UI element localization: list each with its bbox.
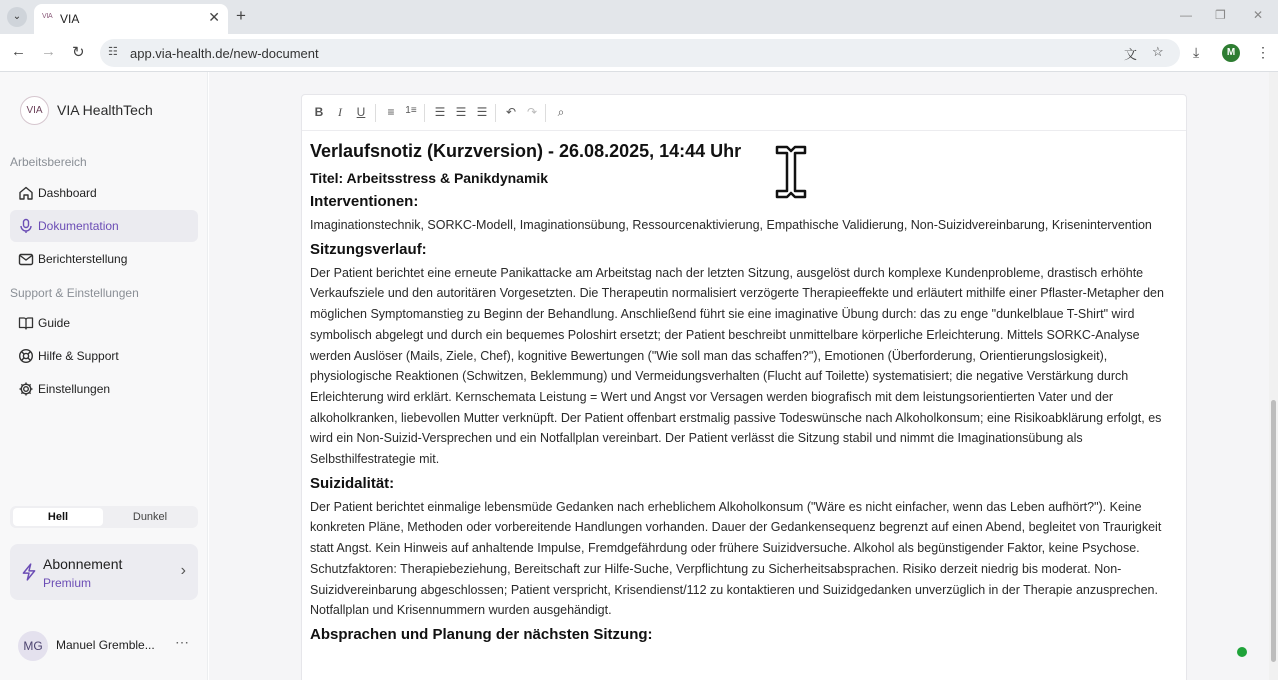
book-icon [18, 315, 34, 331]
microphone-icon [18, 218, 34, 234]
lifebuoy-icon [18, 348, 34, 364]
tab-close-icon[interactable]: ✕ [208, 9, 220, 25]
numbered-list-icon[interactable]: 1≡ [405, 105, 417, 116]
site-info-icon[interactable]: ☷ [108, 46, 118, 58]
maximize-icon[interactable]: ❐ [1215, 8, 1226, 22]
align-right-icon[interactable]: ☰ [476, 105, 488, 119]
toolbar-divider [375, 104, 376, 122]
document-editor [301, 94, 1187, 680]
toolbar-divider [424, 104, 425, 122]
sidebar-item-label: Dashboard [38, 186, 97, 200]
document-heading: Verlaufsnotiz (Kurzversion) - 26.08.2025, 14:44 Uhr [310, 141, 742, 161]
sidebar-item-einstellungen[interactable] [10, 373, 198, 405]
translate-icon[interactable]: 文 [1124, 47, 1138, 62]
theme-toggle [10, 506, 198, 528]
sidebar-item-label: Einstellungen [38, 382, 111, 396]
via-logo-icon: VIA [20, 96, 49, 125]
sidebar-item-berichterstellung[interactable] [10, 243, 198, 275]
mail-icon [18, 251, 34, 267]
undo-icon[interactable]: ↶ [505, 105, 517, 119]
browser-tab[interactable] [34, 4, 228, 34]
minimize-icon[interactable]: — [1180, 8, 1192, 22]
section-label-workspace: Arbeitsbereich [10, 155, 87, 169]
theme-dark-option[interactable]: Dunkel [132, 511, 168, 523]
align-center-icon[interactable]: ☰ [455, 105, 467, 119]
more-options-icon[interactable]: ⋯ [175, 634, 190, 650]
redo-icon[interactable]: ↷ [526, 105, 538, 119]
browser-menu-icon[interactable]: ⋮ [1256, 44, 1270, 60]
theme-light-option[interactable]: Hell [13, 508, 103, 526]
address-bar[interactable] [100, 39, 1180, 67]
session-heading: Sitzungsverlauf: [310, 240, 427, 258]
subscription-plan: Premium [43, 576, 92, 590]
interventions-text: Imaginationstechnik, SORKC-Modell, Imaginationsübung, Ressourcenaktivierung, Empathische Validierung, Non-Suizidvereinbarung, Krisenintervention [310, 218, 1152, 232]
browser-toolbar [0, 34, 1278, 72]
gear-icon [18, 381, 34, 397]
browser-tab-bar [0, 0, 1278, 34]
profile-avatar[interactable]: M [1222, 44, 1240, 62]
sidebar-item-dashboard[interactable] [10, 177, 198, 209]
text-cursor-icon [774, 144, 808, 200]
search-icon[interactable]: ⌕ [557, 105, 565, 119]
document-title: Titel: Arbeitsstress & Panikdynamik [310, 170, 549, 186]
chevron-right-icon: › [180, 562, 186, 579]
sidebar-item-hilfe-support[interactable] [10, 340, 198, 372]
italic-icon[interactable]: I [338, 105, 342, 119]
suicidality-text: Der Patient berichtet einmalige lebensmüde Gedanken nach erheblichem Alkoholkonsum ("Wäre es nicht einfacher, wenn das Leben aufhört?"). Keine konkreten Pläne, Methoden oder vorbereitende Handlungen vorhanden. Dauer der Gedankensequenz begrenzt auf einen Abend, begleitet von Traurigkeit statt Angst. Kein Hinweis auf anhaltende Impulse, Fremdgefährdung oder frühere Suizidversuche. Alkohol als begünstigender Faktor, keine Psychose. Schutzfaktoren: Therapiebeziehung, Bereitschaft zur Hilfe-Suche, Verpflichtung zu Sicherheitsabsprachen. Risiko derzeit niedrig bis moderat. Non-Suizidvereinbarung abgeschlossen; Patient verspricht, Krisendienst/112 zu kontaktieren und Suizidgedanken unverzüglich in der Therapie anzusprechen. Notfallplan und Krisennummern wurden ausgehändigt. [310, 499, 1162, 618]
page-scrollbar[interactable] [1269, 72, 1278, 680]
document-body[interactable] [310, 141, 1180, 648]
sidebar-item-label: Dokumentation [38, 219, 119, 233]
new-tab-button[interactable]: + [236, 6, 246, 25]
session-text: Der Patient berichtet eine erneute Panikattacke am Arbeitstag nach der letzten Sitzung, ausgelöst durch komplexe Kundenprobleme, drastisch erhöhte Verkaufsziele und den autoritären Vorgesetzten. Die Therapeutin normalisiert verzögerte Therapieeffekte und erläutert mithilfe einer Pflaster-Metapher den möglichen Symptomanstieg zu Beginn der Behandlung. Anschließend führt sie eine imaginative Übung durch: das zu enge "dunkelblaue T-Shirt" wird symbolisch abgelegt und durch ein bequemes Poloshirt ersetzt; der Patient beschreibt unmittelbare körperliche Erleichterung. Mittels SORKC-Analyse werden Auslöser (Mails, Ziele, Chef), kognitive Bewertungen ("Wie soll man das schaffen?"), Emotionen (Überforderung, Orientierungslosigkeit), physiologische Reaktionen (Schwitzen, Beklemmung) und Vermeidungsverhalten (Flucht auf Toilette) systematisiert; die negative Verstärkung durch Erleichterung wird erklärt. Kernschemata Leistung = Wert und Angst vor Versagen werden biografisch mit dem leistungsorientierten Vater und der alkoholkranken, liebevollen Mutter verknüpft. Der Patient offenbart erstmalig passive Todeswünsche nach Alkoholkonsum; eine Risikoabklärung erfolgt, es wird ein Non-Suizid-Versprechen und ein Notfallplan vereinbart. Der Patient verlässt die Sitzung stabil und nimmt die Imaginationsübung als Selbsthilfestrategie mit. [310, 265, 1164, 467]
sidebar-item-label: Berichterstellung [38, 252, 128, 266]
planning-heading: Absprachen und Planung der nächsten Sitzung: [310, 625, 653, 643]
sidebar-item-guide[interactable] [10, 307, 198, 339]
user-profile[interactable] [10, 628, 198, 664]
tab-title: VIA [60, 12, 80, 26]
underline-icon[interactable]: U [356, 105, 366, 119]
suicidality-heading: Suizidalität: [310, 474, 395, 492]
download-icon[interactable]: ⤓ [1193, 44, 1200, 60]
back-arrow-icon[interactable]: ← [11, 43, 26, 60]
main-content [209, 72, 1269, 680]
reload-icon[interactable]: ↻ [72, 44, 85, 61]
sidebar [0, 72, 208, 680]
sidebar-item-label: Guide [38, 316, 71, 330]
bookmark-star-icon[interactable]: ☆ [1152, 44, 1164, 59]
via-favicon-icon: VIA [42, 13, 53, 20]
window-close-icon[interactable]: ✕ [1253, 8, 1264, 22]
bullet-list-icon[interactable]: ≡ [387, 105, 395, 119]
subscription-title: Abonnement [43, 556, 123, 572]
align-left-icon[interactable]: ☰ [434, 105, 446, 119]
scrollbar-thumb[interactable] [1271, 400, 1276, 662]
home-icon [18, 185, 34, 201]
bold-icon[interactable]: B [314, 105, 324, 119]
lightning-icon [20, 563, 38, 581]
forward-arrow-icon[interactable]: → [41, 43, 56, 60]
sidebar-item-label: Hilfe & Support [38, 349, 119, 363]
brand-name: VIA HealthTech [57, 102, 153, 118]
interventions-heading: Interventionen: [310, 193, 419, 210]
subscription-card[interactable] [10, 544, 198, 600]
tab-search-button[interactable]: ⌄ [7, 7, 27, 27]
online-status-indicator [1237, 647, 1247, 657]
editor-toolbar [302, 95, 1186, 131]
sidebar-item-dokumentation[interactable] [10, 210, 198, 242]
toolbar-divider [545, 104, 546, 122]
section-label-support: Support & Einstellungen [10, 286, 139, 300]
url-text[interactable]: app.via-health.de/new-document [130, 46, 319, 61]
toolbar-divider [495, 104, 496, 122]
user-name: Manuel Gremble... [56, 638, 155, 652]
avatar: MG [18, 631, 48, 661]
